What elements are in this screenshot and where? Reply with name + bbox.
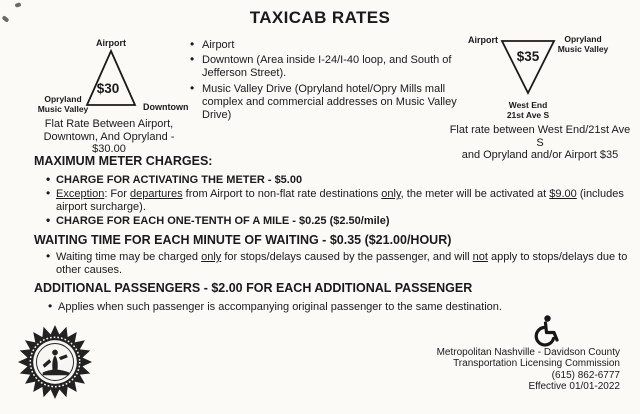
list-item: • Airport bbox=[188, 39, 460, 52]
meter-charges-list bbox=[44, 174, 632, 229]
meter-exception-item: • Exception: For departures from Airport to non-flat rate destinations only, the meter will be activated at $9.00 (includes airport surcharge). bbox=[44, 188, 632, 214]
left-diagram-opryland-label: Opryland Music Valley bbox=[37, 94, 89, 114]
right-diagram-airport-label: Airport bbox=[468, 35, 498, 45]
waiting-time-list bbox=[44, 251, 632, 278]
list-item: • Downtown (Area inside I-24/I-40 loop, and South of Jefferson Street). bbox=[188, 54, 460, 80]
right-diagram-price: $35 bbox=[516, 49, 540, 64]
scan-speck bbox=[15, 2, 22, 7]
meter-charges-heading: MAXIMUM METER CHARGES: bbox=[34, 154, 213, 168]
footer-phone: (615) 862-6777 bbox=[551, 369, 620, 381]
waiting-time-note: • Waiting time may be charged only for stops/delays caused by the passenger, and will not apply to stops/delays due to other causes. bbox=[44, 251, 632, 277]
right-diagram-westend-label: West End 21st Ave S bbox=[506, 100, 550, 120]
accessibility-wheelchair-icon bbox=[531, 314, 561, 347]
footer-agency-block bbox=[437, 347, 620, 393]
meter-activation-item: • CHARGE FOR ACTIVATING THE METER - $5.00 bbox=[44, 174, 632, 187]
additional-passengers-list bbox=[46, 301, 634, 315]
footer-agency-line1: Metropolitan Nashville - Davidson County bbox=[436, 347, 620, 358]
right-diagram-caption: Flat rate between West End/21st Ave S and Opryland and/or Airport $35 bbox=[449, 124, 631, 161]
flat-rate-zones-list bbox=[188, 39, 460, 124]
left-diagram-airport-label: Airport bbox=[96, 38, 126, 48]
footer-agency-line2: Transportation Licensing Commission bbox=[453, 358, 620, 370]
flat-rate-triangle-right bbox=[444, 30, 636, 161]
left-diagram-caption: Flat Rate Between Airport, Downtown, And Opryland - $30.00 bbox=[43, 118, 175, 155]
inverted-triangle-shape bbox=[499, 38, 557, 96]
metro-nashville-seal-icon bbox=[17, 324, 93, 400]
meter-per-mile-item: • CHARGE FOR EACH ONE-TENTH OF A MILE - $0.25 ($2.50/mile) bbox=[44, 215, 632, 228]
left-diagram-price: $30 bbox=[96, 81, 120, 96]
flat-rate-triangle-left bbox=[36, 34, 206, 155]
triangle-shape bbox=[84, 48, 138, 108]
page-title: TAXICAB RATES bbox=[249, 8, 391, 27]
additional-passengers-note: • Applies when such passenger is accompanying original passenger to the same destination. bbox=[46, 301, 634, 314]
footer-effective-date: Effective 01/01-2022 bbox=[528, 381, 620, 393]
list-item: • Music Valley Drive (Opryland hotel/Opry Mills mall complex and commercial addresses on Music Valley Drive) bbox=[188, 83, 460, 123]
right-diagram-opryland-label: Opryland Music Valley bbox=[557, 34, 609, 54]
additional-passengers-heading: ADDITIONAL PASSENGERS - $2.00 FOR EACH ADDITIONAL PASSENGER bbox=[34, 281, 473, 295]
waiting-time-heading: WAITING TIME FOR EACH MINUTE OF WAITING - $0.35 ($21.00/HOUR) bbox=[34, 233, 452, 247]
left-diagram-downtown-label: Downtown bbox=[143, 102, 189, 112]
